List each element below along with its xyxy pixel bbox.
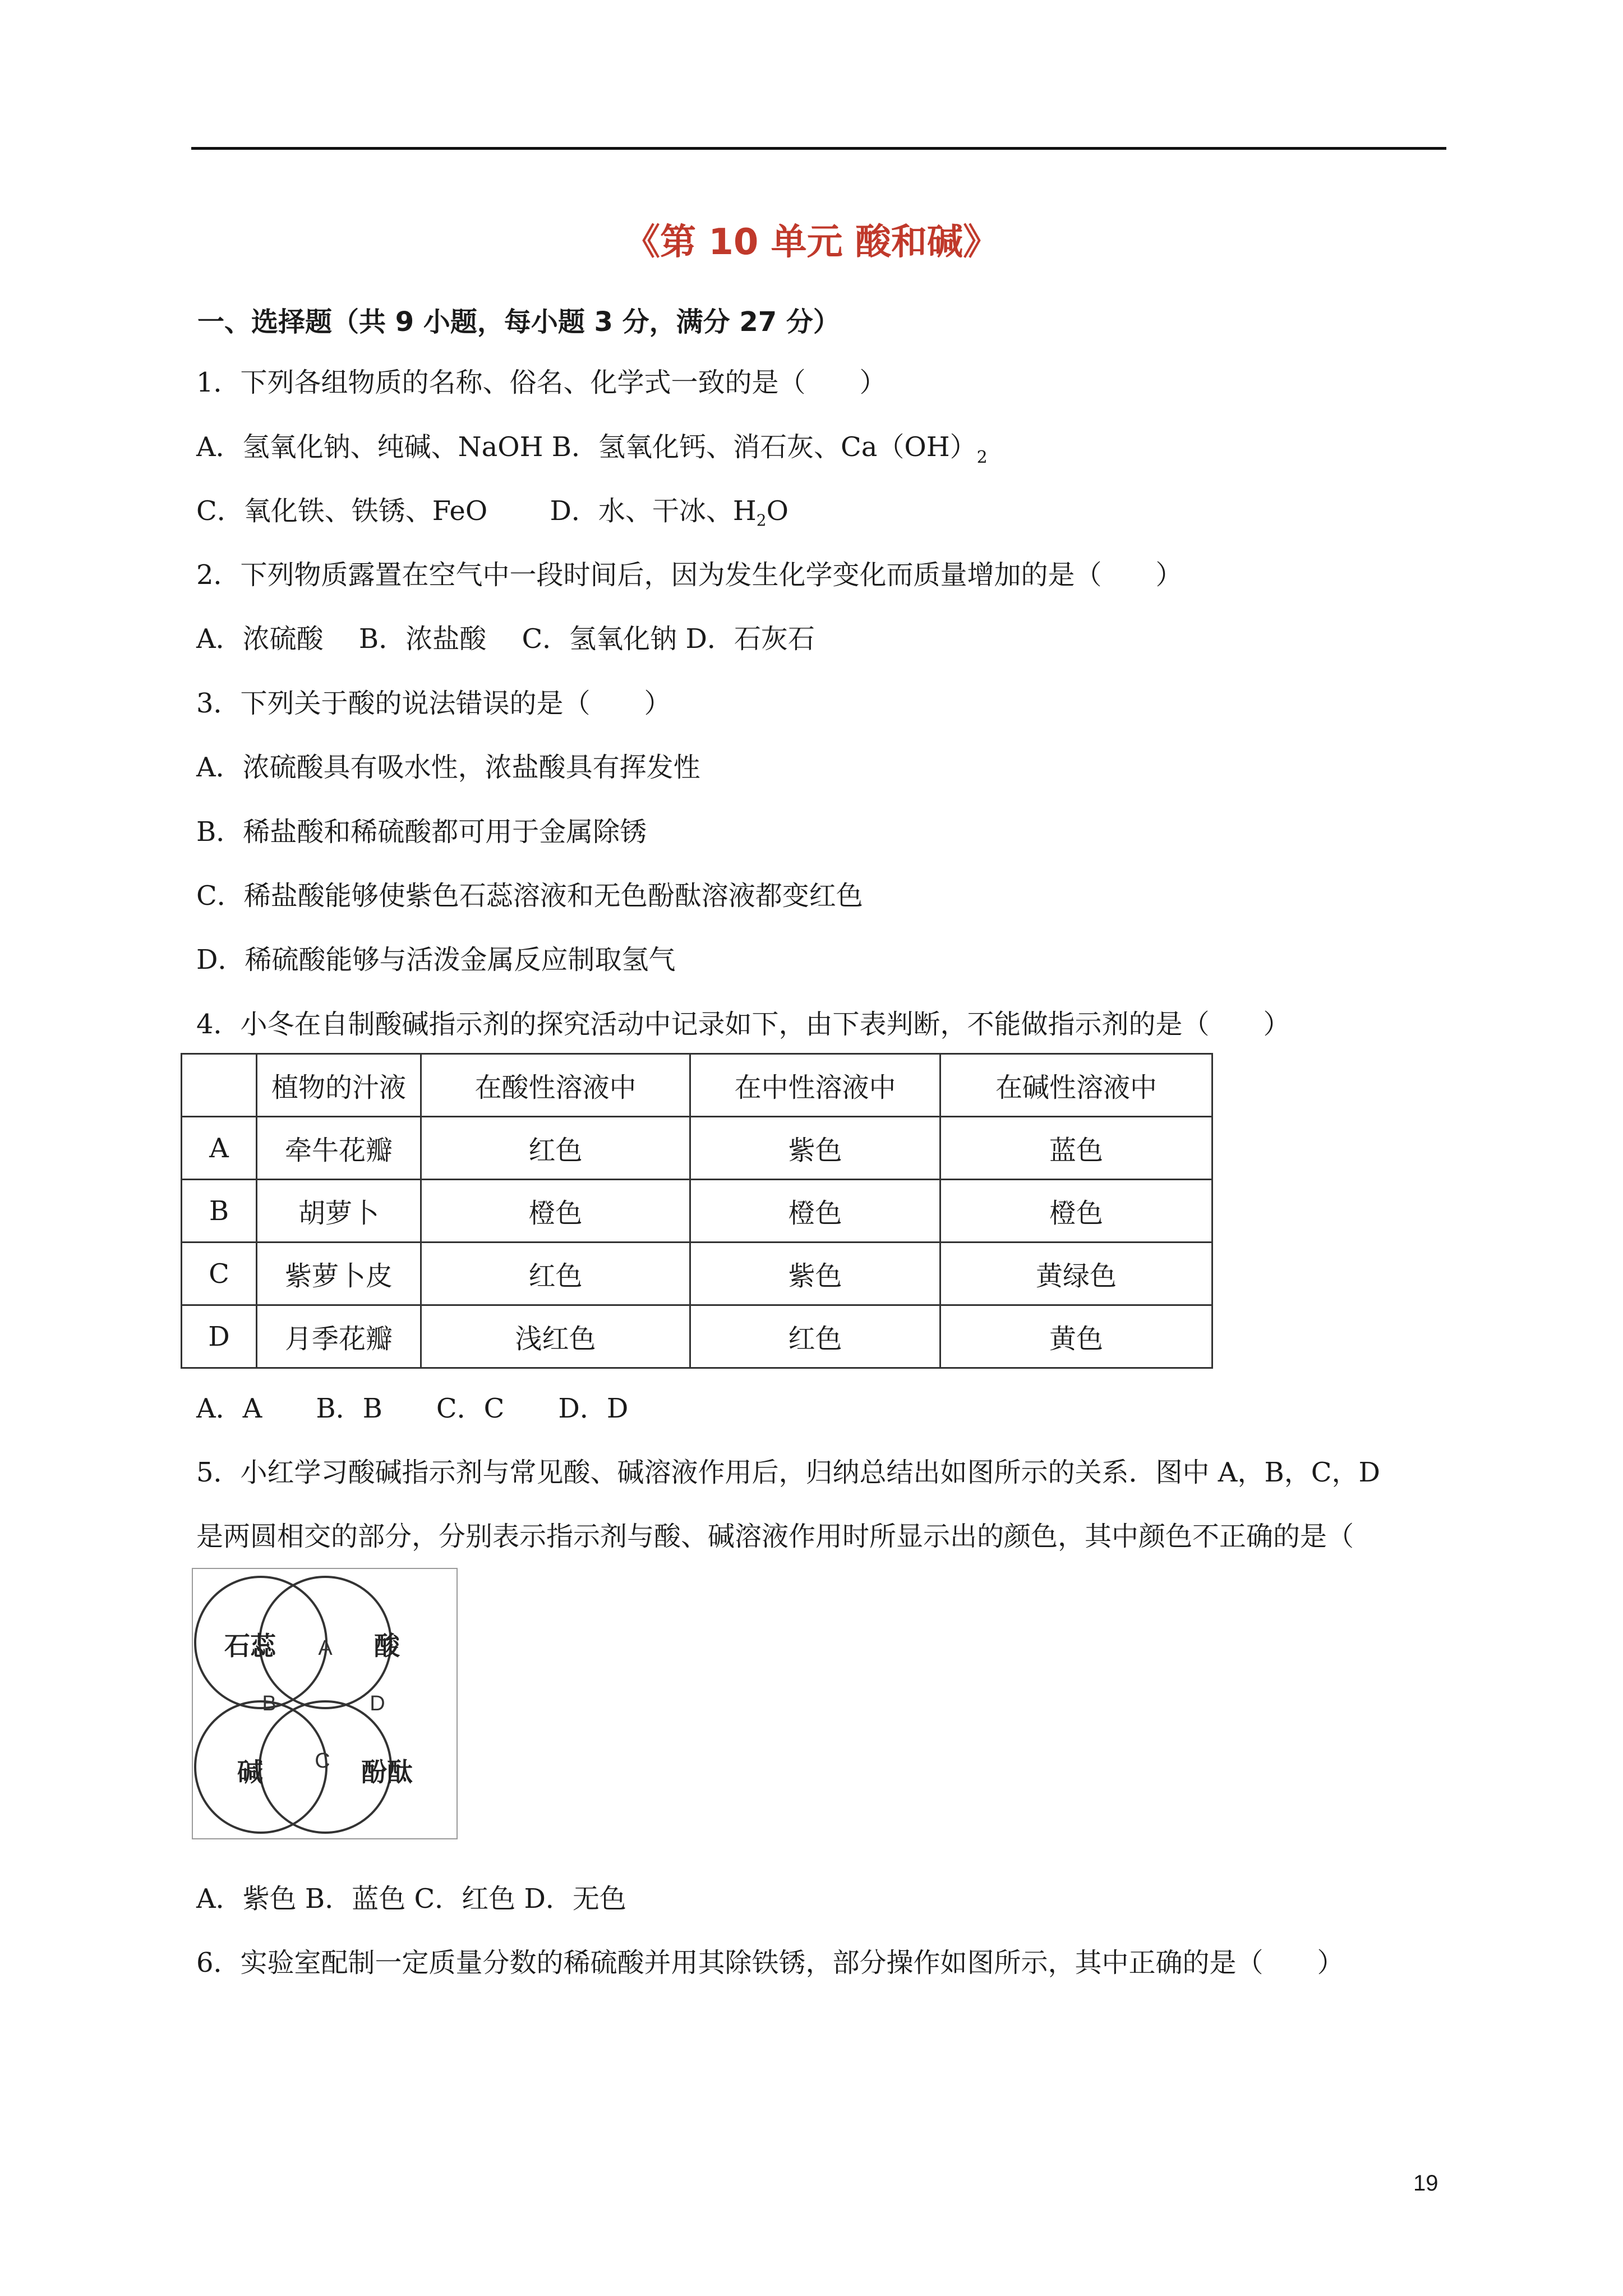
q5-stem-line1: 5．小红学习酸碱指示剂与常见酸、碱溶液作用后，归纳总结出如图所示的关系．图中 A，B，C，D	[196, 1457, 1380, 1488]
table-cell: D	[182, 1305, 257, 1368]
table-cell: 红色	[421, 1243, 690, 1305]
venn-diagram	[192, 1568, 458, 1839]
venn-region-b: B	[262, 1692, 276, 1715]
q1-option-b: B．氢氧化钙、消石灰、$Ca(OH)_2$	[551, 431, 988, 467]
q3-stem: 3．下列关于酸的说法错误的是（ ）	[196, 688, 671, 719]
table-header-cell: 在碱性溶液中	[940, 1054, 1212, 1117]
table-cell: A	[182, 1117, 257, 1180]
table-cell: 紫萝卜皮	[257, 1243, 421, 1305]
venn-frame	[192, 1568, 457, 1839]
table-header-cell: 植物的汁液	[257, 1054, 421, 1117]
section-heading: 一、选择题（共 9 小题，每小题 3 分，满分 27 分）	[197, 306, 840, 338]
table-row	[182, 1243, 1212, 1305]
table-row	[182, 1180, 1212, 1243]
table-row	[182, 1305, 1212, 1368]
venn-label-phenolphthalein: 酚酞	[361, 1757, 413, 1787]
q3-option-c: C．稀盐酸能够使紫色石蕊溶液和无色酚酞溶液都变红色	[196, 880, 863, 912]
venn-region-a: A	[318, 1636, 333, 1660]
table-row	[182, 1117, 1212, 1180]
q1-option-d: D．水、干冰、$H_2O$	[550, 495, 789, 530]
q1-options-cd	[196, 489, 789, 530]
indicator-table	[181, 1053, 1213, 1369]
page-number: 19	[1413, 2171, 1438, 2196]
table-cell: 橙色	[421, 1180, 690, 1243]
venn-region-c: C	[315, 1749, 330, 1773]
q4-stem: 4．小冬在自制酸碱指示剂的探究活动中记录如下，由下表判断，不能做指示剂的是（ ）	[196, 1009, 1290, 1040]
table-header-cell: 在中性溶液中	[690, 1054, 940, 1117]
q2-options: A．浓硫酸 B．浓盐酸 C．氢氧化钠 D．石灰石	[196, 623, 815, 655]
q1-option-a: A．氢氧化钠、纯碱、NaOH	[196, 431, 543, 463]
table-cell: 月季花瓣	[257, 1305, 421, 1368]
q3-option-d: D．稀硫酸能够与活泼金属反应制取氢气	[196, 944, 676, 976]
q3-option-b: B．稀盐酸和稀硫酸都可用于金属除锈	[196, 816, 647, 848]
table-cell: 紫色	[690, 1243, 940, 1305]
q2-stem: 2．下列物质露置在空气中一段时间后，因为发生化学变化而质量增加的是（ ）	[196, 559, 1183, 591]
table-cell: 胡萝卜	[257, 1180, 421, 1243]
q1-options-ab	[196, 425, 988, 467]
header-rule	[191, 147, 1446, 150]
q5-stem-line2: 是两圆相交的部分，分别表示指示剂与酸、碱溶液作用时所显示出的颜色，其中颜色不正确的是（	[196, 1521, 1354, 1552]
venn-label-acid: 酸	[374, 1631, 400, 1661]
venn-label-litmus: 石蕊	[224, 1631, 276, 1661]
q3-option-a: A．浓硫酸具有吸水性，浓盐酸具有挥发性	[196, 752, 700, 783]
page-title: 《第 10 单元 酸和碱》	[624, 222, 999, 263]
table-header-row	[182, 1054, 1212, 1117]
q1-option-c: C．氧化铁、铁锈、FeO	[196, 495, 488, 527]
table-header-cell: 在酸性溶液中	[421, 1054, 690, 1117]
q4-options: A．A B．B C．C D．D	[196, 1393, 629, 1424]
q1-stem: 1．下列各组物质的名称、俗名、化学式一致的是（ ）	[196, 367, 887, 398]
q5-options: A．紫色 B．蓝色 C．红色 D．无色	[196, 1883, 626, 1915]
table-header-cell	[182, 1054, 257, 1117]
table-cell: 红色	[421, 1117, 690, 1180]
table-cell: 紫色	[690, 1117, 940, 1180]
table-cell: 橙色	[940, 1180, 1212, 1243]
table-cell: C	[182, 1243, 257, 1305]
table-cell: 黄色	[940, 1305, 1212, 1368]
table-cell: 牵牛花瓣	[257, 1117, 421, 1180]
table-cell: 蓝色	[940, 1117, 1212, 1180]
table-cell: B	[182, 1180, 257, 1243]
table-cell: 浅红色	[421, 1305, 690, 1368]
q6-stem: 6．实验室配制一定质量分数的稀硫酸并用其除铁锈，部分操作如图所示，其中正确的是（ ）	[196, 1947, 1344, 1978]
venn-region-d: D	[370, 1692, 385, 1715]
table-cell: 红色	[690, 1305, 940, 1368]
venn-label-base: 碱	[237, 1757, 263, 1787]
table-cell: 黄绿色	[940, 1243, 1212, 1305]
table-cell: 橙色	[690, 1180, 940, 1243]
